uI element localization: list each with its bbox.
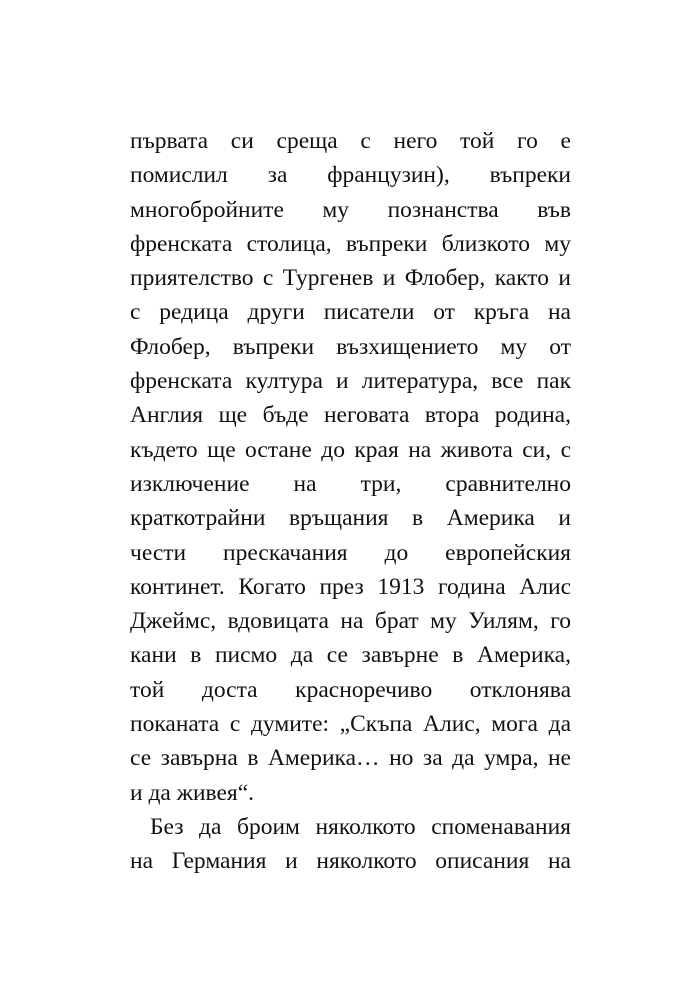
text-line: изключение на три, сравнително xyxy=(130,470,571,497)
text-line: многобройните му познанства във xyxy=(130,196,571,223)
paragraph-1 xyxy=(130,124,571,810)
text-line: Без да броим няколкото споменавания xyxy=(150,813,571,840)
text-line: където ще остане до края на живота си, с xyxy=(130,436,571,463)
text-line: континет. Когато през 1913 година Алис xyxy=(130,573,571,600)
text-line: краткотрайни връщания в Америка и xyxy=(130,505,571,532)
paragraph-2 xyxy=(130,810,571,879)
text-line: с редица други писатели от кръга на xyxy=(130,299,571,326)
body-text xyxy=(130,124,571,879)
text-line: и да живея“. xyxy=(130,779,255,806)
text-line: той доста красноречиво отклонява xyxy=(130,676,571,703)
text-line: първата си среща с него той го е xyxy=(130,128,571,154)
text-line: приятелство с Тургенев и Флобер, както и xyxy=(130,265,571,292)
text-line: кани в писмо да се завърне в Америка, xyxy=(130,642,571,669)
text-line: Англия ще бъде неговата втора родина, xyxy=(130,402,571,429)
text-line: Джеймс, вдовицата на брат му Уилям, го xyxy=(130,608,571,635)
text-line: Флобер, въпреки възхищението му от xyxy=(130,333,571,360)
text-line: помислил за французин), въпреки xyxy=(130,162,571,189)
text-line: френската култура и литература, все пак xyxy=(130,368,571,395)
text-line: френската столица, въпреки близкото му xyxy=(130,230,571,257)
text-line: на Германия и няколкото описания на xyxy=(130,848,571,875)
text-line: се завърна в Америка… но за да умра, не xyxy=(130,745,571,772)
text-line: чести прескачания до европейския xyxy=(130,539,571,566)
text-line: поканата с думите: „Скъпа Алис, мога да xyxy=(130,711,571,738)
